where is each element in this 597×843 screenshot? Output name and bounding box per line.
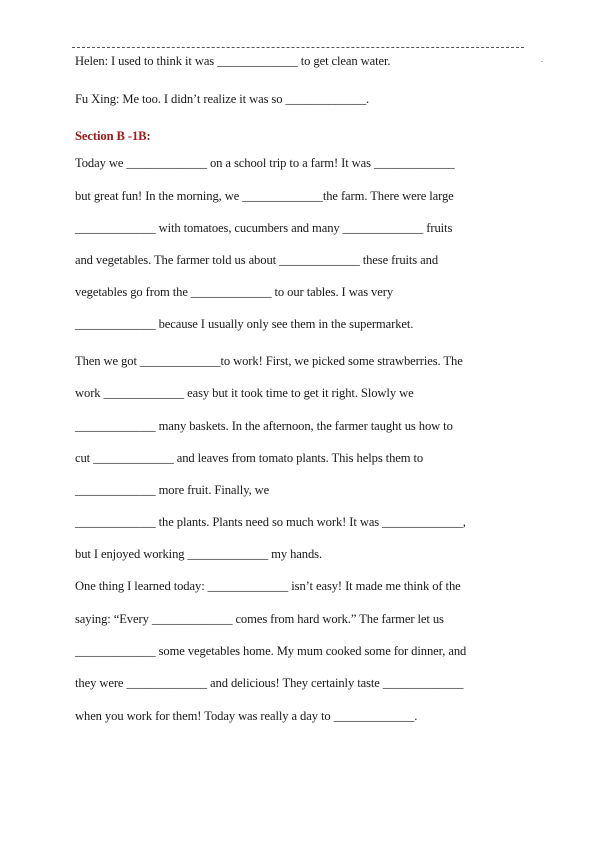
passage-line: saying: “Every _____________ comes from hard work.” The farmer let us (75, 612, 444, 626)
passage-line: _____________ the plants. Plants need so much work! It was _____________, (75, 515, 466, 529)
passage-line: _____________ many baskets. In the afternoon, the farmer taught us how to (75, 419, 453, 433)
passage-line: One thing I learned today: _____________ isn’t easy! It made me think of the (75, 579, 461, 593)
stray-mark (541, 61, 543, 62)
dashed-divider (72, 47, 524, 48)
section-heading: Section B -1B: (75, 129, 151, 143)
passage-line: but great fun! In the morning, we _____________the farm. There were large (75, 189, 454, 203)
passage-line: _____________ some vegetables home. My mum cooked some for dinner, and (75, 644, 467, 658)
passage-line: and vegetables. The farmer told us about _____________ these fruits and (75, 253, 439, 267)
dialogue-line-helen: Helen: I used to think it was _____________ to get clean water. (75, 54, 391, 68)
passage-line: vegetables go from the _____________ to our tables. I was very (75, 285, 394, 299)
passage-line: cut _____________ and leaves from tomato plants. This helps them to (75, 451, 424, 465)
passage-line: Today we _____________ on a school trip to a farm! It was _____________ (75, 156, 455, 170)
passage-line: _____________ with tomatoes, cucumbers and many _____________ fruits (75, 221, 453, 235)
passage-line: Then we got _____________to work! First, we picked some strawberries. The (75, 354, 463, 368)
passage-line: but I enjoyed working _____________ my hands. (75, 547, 323, 561)
passage-line: _____________ more fruit. Finally, we (75, 483, 270, 497)
passage-line: work _____________ easy but it took time to get it right. Slowly we (75, 386, 414, 400)
passage-line: when you work for them! Today was really a day to _____________. (75, 709, 418, 723)
passage-line: _____________ because I usually only see them in the supermarket. (75, 317, 414, 331)
dialogue-line-fu-xing: Fu Xing: Me too. I didn’t realize it was so _____________. (75, 92, 370, 106)
passage-line: they were _____________ and delicious! They certainly taste _____________ (75, 676, 464, 690)
